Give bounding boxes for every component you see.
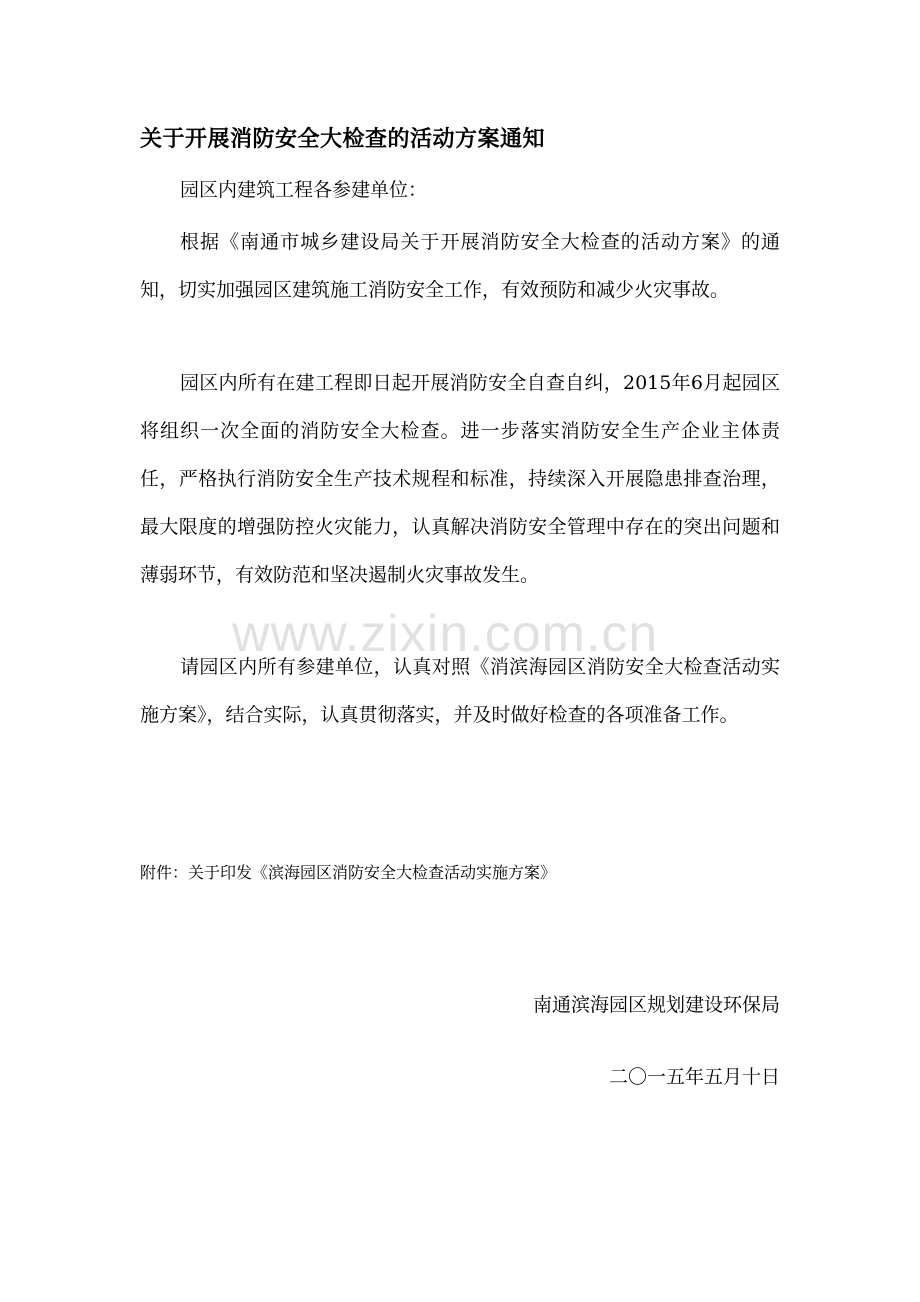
attachment-line: 附件：关于印发《滨海园区消防安全大检查活动实施方案》 xyxy=(140,863,557,882)
paragraph-2: 园区内所有在建工程即日起开展消防安全自查自纠，2015年6月起园区将组织一次全面的消防安全大检查。进一步落实消防安全生产企业主体责任，严格执行消防安全生产技术规程和标准，持续深入开展隐患排查治理，最大限度的增强防控火灾能力，认真解决消防安全管理中存在的突出问题和薄弱环节，有效防范和坚决遏制火灾事故发生。 xyxy=(140,372,780,586)
document-title: 关于开展消防安全大检查的活动方案通知 xyxy=(140,127,546,152)
signature-date: 二〇一五年五月十日 xyxy=(608,1066,780,1088)
signature-organization: 南通滨海园区规划建设环保局 xyxy=(532,994,780,1016)
watermark: www.zixin.com.cn xyxy=(232,605,659,663)
paragraph-1: 根据《南通市城乡建设局关于开展消防安全大检查的活动方案》的通知，切实加强园区建筑施工消防安全工作，有效预防和减少火灾事故。 xyxy=(140,231,780,301)
salutation: 园区内建筑工程各参建单位： xyxy=(180,179,428,201)
paragraph-3: 请园区内所有参建单位，认真对照《消滨海园区消防安全大检查活动实施方案》，结合实际，认真贯彻落实，并及时做好检查的各项准备工作。 xyxy=(140,656,780,726)
